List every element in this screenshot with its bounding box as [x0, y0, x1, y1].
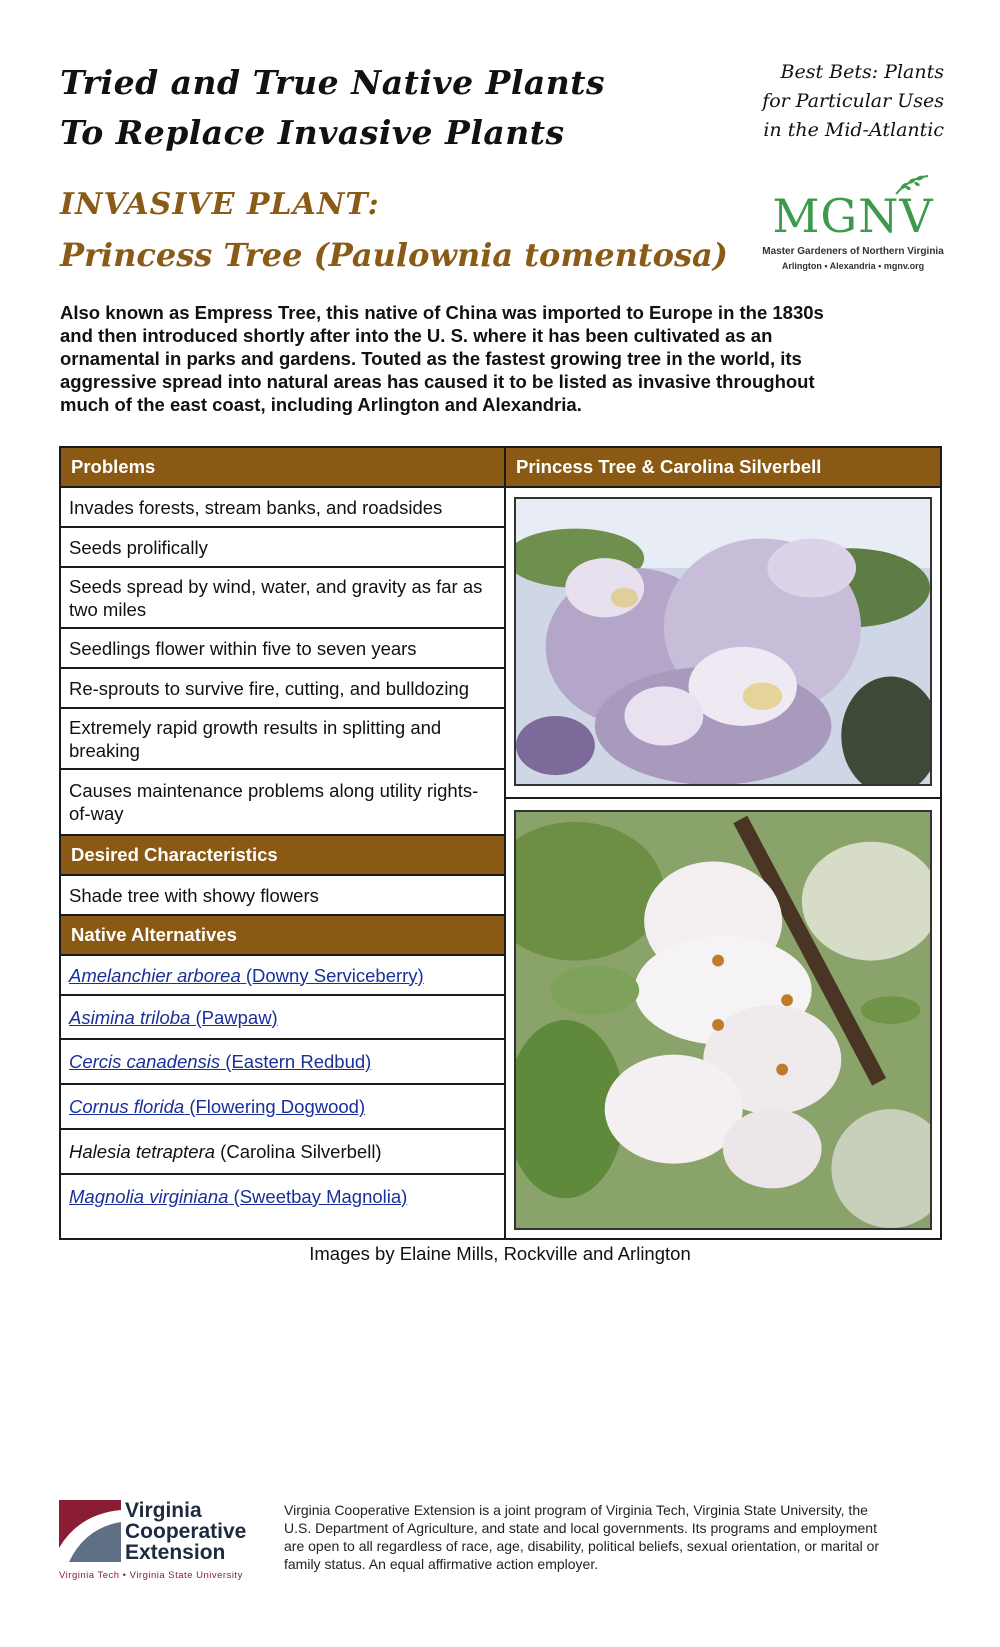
invasive-plant-name: Princess Tree (Paulownia tomentosa) [60, 236, 728, 274]
vce-universities: Virginia Tech • Virginia State University [59, 1570, 243, 1581]
vce-line-3: Extension [125, 1541, 226, 1564]
alternative-link-cornus[interactable] [69, 1095, 365, 1118]
vce-statement: Virginia Cooperative Extension is a joint program of Virginia Tech, Virginia State University, the U.S. Department of Agriculture, and state and local governments. Its programs and employment are open to all regardless of race, age, disability, political beliefs, sexual orientation, or marital or family status. An equal affirmative action employer. [284, 1502, 880, 1572]
alternative-text-halesia [69, 1140, 382, 1163]
princess-tree-photo [514, 497, 932, 786]
alternative-common-name: (Carolina Silverbell) [220, 1141, 382, 1162]
logo-mark: MGNV [772, 189, 934, 243]
vce-line-2: Cooperative [125, 1520, 247, 1543]
vce-emblem-icon [59, 1500, 121, 1562]
alternative-latin-name: Halesia tetraptera [69, 1141, 216, 1162]
problem-row: Causes maintenance problems along utility rights-of-way [61, 770, 504, 836]
problem-row: Seeds spread by wind, water, and gravity as far as two miles [61, 568, 504, 629]
invasive-label: INVASIVE PLANT: [60, 187, 380, 222]
alternative-link-asimina[interactable] [69, 1006, 278, 1029]
problem-row: Invades forests, stream banks, and roadsides [61, 488, 504, 528]
alternative-row [61, 1085, 504, 1130]
native-alternatives-header: Native Alternatives [61, 916, 504, 956]
vce-wordmark [125, 1500, 246, 1563]
info-table [59, 446, 942, 1240]
page-title [60, 58, 605, 158]
vce-line-1: Virginia [125, 1499, 202, 1522]
info-column [61, 448, 506, 1238]
tagline-line-3: in the Mid-Atlantic [763, 119, 944, 141]
tagline-line-2: for Particular Uses [762, 90, 944, 112]
mgnv-logo [758, 172, 948, 282]
alternative-latin-name: Asimina triloba [69, 1006, 191, 1028]
alternative-row [61, 956, 504, 996]
images-header: Princess Tree & Carolina Silverbell [506, 448, 940, 488]
alternative-latin-name: Magnolia virginiana [69, 1185, 229, 1207]
alternative-latin-name: Amelanchier arborea [69, 964, 241, 986]
alternative-link-cercis[interactable] [69, 1050, 371, 1073]
alternative-latin-name: Cornus florida [69, 1096, 185, 1117]
series-tagline [762, 58, 944, 145]
alternative-common-name: (Flowering Dogwood) [189, 1096, 366, 1117]
alternative-link-magnolia[interactable] [69, 1185, 407, 1208]
leaf-sprig-icon [894, 174, 930, 196]
alternative-row [61, 1130, 504, 1175]
problem-row: Seeds prolifically [61, 528, 504, 568]
image-credit: Images by Elaine Mills, Rockville and Arlington [309, 1243, 691, 1264]
problems-header: Problems [61, 448, 504, 488]
intro-paragraph: Also known as Empress Tree, this native of China was imported to Europe in the 1830s and then introduced shortly after into the U. S. where it has been cultivated as an ornamental in parks and gardens. Touted as the fastest growing tree in the world, its aggressive spread into natural areas has caused it to be listed as invasive throughout much of the east coast, including Arlington and Alexandria. [60, 302, 824, 415]
alternative-row [61, 1175, 504, 1217]
desired-characteristics-header: Desired Characteristics [61, 836, 504, 876]
alternative-common-name: (Pawpaw) [195, 1006, 278, 1028]
problem-row: Re-sprouts to survive fire, cutting, and bulldozing [61, 669, 504, 709]
logo-locations: Arlington • Alexandria • mgnv.org [781, 261, 925, 271]
alternative-common-name: (Downy Serviceberry) [245, 964, 424, 986]
alternative-latin-name: Cercis canadensis [69, 1051, 221, 1072]
image-column [506, 448, 940, 1238]
alternative-row [61, 1040, 504, 1085]
problem-row: Extremely rapid growth results in splitting and breaking [61, 709, 504, 770]
logo-subtitle: Master Gardeners of Northern Virginia [762, 246, 944, 257]
title-line-2: To Replace Invasive Plants [60, 113, 565, 152]
invasive-plant-heading [60, 182, 728, 282]
title-line-1: Tried and True Native Plants [60, 63, 606, 102]
carolina-silverbell-photo [514, 810, 932, 1230]
alternative-common-name: (Sweetbay Magnolia) [233, 1185, 408, 1207]
image-divider [506, 797, 940, 799]
alternative-row [61, 996, 504, 1040]
vce-logo [59, 1500, 259, 1580]
desired-characteristic-row: Shade tree with showy flowers [61, 876, 504, 916]
problem-row: Seedlings flower within five to seven years [61, 629, 504, 669]
alternative-link-amelanchier[interactable] [69, 964, 424, 987]
tagline-line-1: Best Bets: Plants [780, 61, 944, 83]
alternative-common-name: (Eastern Redbud) [225, 1051, 372, 1072]
